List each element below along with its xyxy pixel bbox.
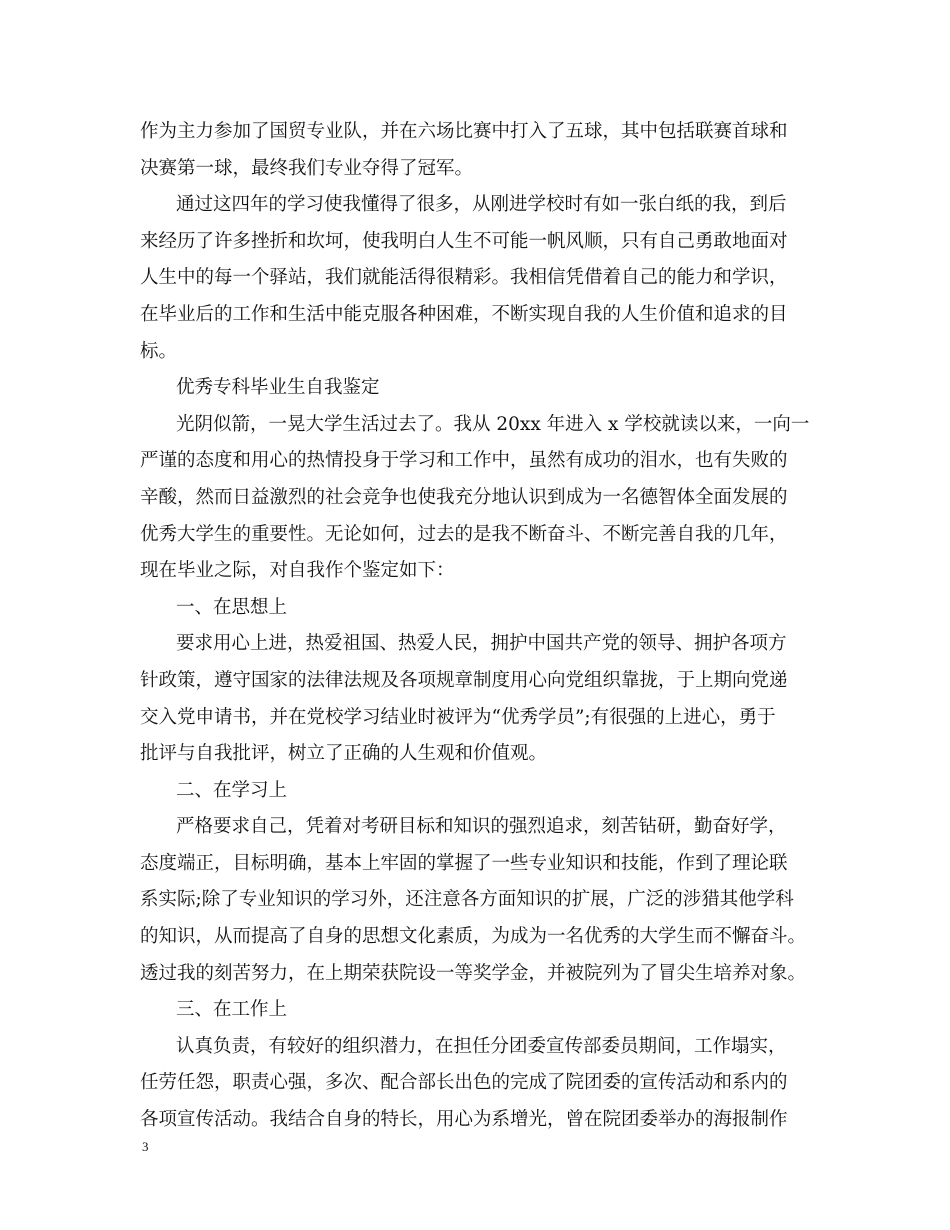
text-line: 人生中的每一个驿站，我们就能活得很精彩。我相信凭借着自己的能力和学识， xyxy=(140,267,788,289)
text-line: 认真负责，有较好的组织潜力，在担任分团委宣传部委员期间，工作塌实， xyxy=(176,1035,787,1057)
text-line: 交入党申请书，并在党校学习结业时被评为“优秀学员”;有很强的上进心，勇于 xyxy=(140,706,776,728)
text-line: 严谨的态度和用心的热情投身于学习和工作中，虽然有成功的泪水，也有失败的 xyxy=(140,450,788,472)
text-line: 要求用心上进，热爱祖国、热爱人民，拥护中国共产党的领导、拥护各项方 xyxy=(176,633,787,655)
text-line: 现在毕业之际，对自我作个鉴定如下： xyxy=(140,560,455,582)
text-line: 任劳任怨，职责心强，多次、配合部长出色的完成了院团委的宣传活动和系内的 xyxy=(140,1072,788,1094)
text-line: 三、在工作上 xyxy=(176,999,288,1021)
text-line: 光阴似箭，一晃大学生活过去了。我从 20xx 年进入 x 学校就读以来，一向一 xyxy=(176,413,810,435)
text-line: 针政策，遵守国家的法律法规及各项规章制度用心向党组织靠拢，于上期向党递 xyxy=(140,669,788,691)
text-line: 的知识，从而提高了自身的思想文化素质，为成为一名优秀的大学生而不懈奋斗。 xyxy=(140,926,807,948)
text-line: 标。 xyxy=(140,340,178,362)
text-line: 系实际;除了专业知识的学习外，还注意各方面知识的扩展，广泛的涉猎其他学科 xyxy=(140,889,794,911)
text-line: 严格要求自己，凭着对考研目标和知识的强烈追求，刻苦钻研，勤奋好学， xyxy=(176,816,787,838)
text-line: 优秀专科毕业生自我鉴定 xyxy=(176,377,380,399)
page-number: 3 xyxy=(142,1139,149,1154)
text-line: 辛酸，然而日益激烈的社会竞争也使我充分地认识到成为一名德智体全面发展的 xyxy=(140,486,788,508)
text-line: 决赛第一球，最终我们专业夺得了冠军。 xyxy=(140,157,474,179)
text-line: 一、在思想上 xyxy=(176,596,288,618)
text-line: 优秀大学生的重要性。无论如何，过去的是我不断奋斗、不断完善自我的几年， xyxy=(140,523,788,545)
text-line: 二、在学习上 xyxy=(176,779,288,801)
text-line: 通过这四年的学习使我懂得了很多，从刚进学校时有如一张白纸的我，到后 xyxy=(176,194,787,216)
text-line: 态度端正，目标明确，基本上牢固的掌握了一些专业知识和技能，作到了理论联 xyxy=(140,852,788,874)
text-line: 批评与自我批评，树立了正确的人生观和价值观。 xyxy=(140,743,548,765)
text-line: 来经历了许多挫折和坎坷，使我明白人生不可能一帆风顺，只有自己勇敢地面对 xyxy=(140,230,788,252)
text-line: 在毕业后的工作和生活中能克服各种困难，不断实现自我的人生价值和追求的目 xyxy=(140,303,788,325)
text-line: 各项宣传活动。我结合自身的特长，用心为系增光，曾在院团委举办的海报制作 xyxy=(140,1109,788,1131)
text-line: 透过我的刻苦努力，在上期荣获院设一等奖学金，并被院列为了冒尖生培养对象。 xyxy=(140,962,807,984)
document-body xyxy=(140,114,820,1139)
text-line: 作为主力参加了国贸专业队，并在六场比赛中打入了五球，其中包括联赛首球和 xyxy=(140,121,788,142)
